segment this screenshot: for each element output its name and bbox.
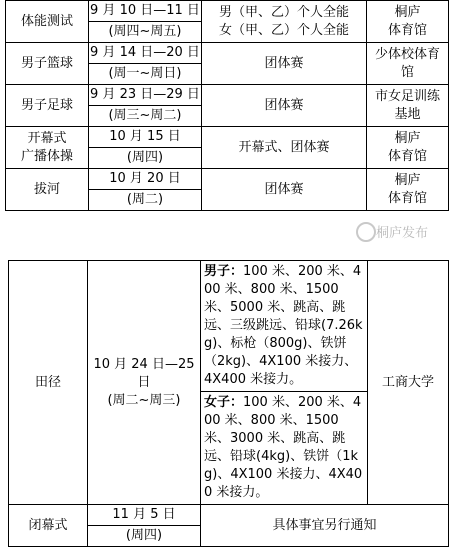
event-weekday: (周四)	[89, 148, 202, 169]
event-groups: 团体赛	[202, 43, 367, 85]
event-name: 拔河	[6, 169, 89, 211]
event-groups: 团体赛	[202, 169, 367, 211]
event-venue: 桐庐 体育馆	[367, 1, 449, 43]
male-items: 100 米、200 米、400 米、800 米、1500 米、5000 米、跳高、跳远、三级跳远、铅球(7.26kg)、标枪（800g)、铁饼（2kg)、4X100 米接力、4X400 米接力。	[204, 264, 363, 387]
event-name: 田径	[9, 261, 88, 505]
event-note: 具体事宜另行通知	[201, 505, 449, 547]
event-venue: 桐庐 体育馆	[367, 169, 449, 211]
event-venue: 市女足训练 基地	[367, 85, 449, 127]
event-date: 10 月 24 日—25 日	[93, 356, 195, 390]
event-date: 9 月 23 日—29 日	[89, 85, 202, 106]
event-venue: 工商大学	[368, 261, 449, 505]
male-label: 男子：	[204, 264, 244, 279]
event-weekday: (周四~周五)	[89, 22, 202, 43]
event-groups	[202, 1, 367, 43]
event-date: 10 月 15 日	[89, 127, 202, 148]
group-line: 男（甲、乙）个人全能	[218, 4, 349, 20]
event-weekday: (周一~周日)	[89, 64, 202, 85]
event-weekday: (周二)	[89, 190, 202, 211]
event-date: 9 月 10 日—11 日	[89, 1, 202, 22]
event-groups: 团体赛	[202, 85, 367, 127]
event-name: 体能测试	[6, 1, 89, 43]
event-date: 11 月 5 日	[88, 505, 201, 526]
male-events	[201, 261, 368, 392]
watermark-text: 桐庐发布	[376, 226, 429, 241]
event-date: 10 月 20 日	[89, 169, 202, 190]
event-name: 闭幕式	[9, 505, 88, 547]
female-items: 100 米、200 米、400 米、800 米、1500 米、3000 米、跳高、跳远、铅球(4kg)、铁饼（1kg)、4X100 米接力、4X400 米接力。	[204, 395, 363, 500]
event-venue: 少体校体育 馆	[367, 43, 449, 85]
event-groups: 开幕式、团体赛	[202, 127, 367, 169]
event-weekday: (周二~周三)	[107, 392, 181, 408]
event-venue: 桐庐 体育馆	[367, 127, 449, 169]
event-weekday: (周三~周二)	[89, 106, 202, 127]
event-name: 男子篮球	[6, 43, 89, 85]
event-date-block	[88, 261, 201, 505]
event-weekday: (周四)	[88, 526, 201, 547]
schedule-table-bottom	[8, 260, 449, 547]
event-date: 9 月 14 日—20 日	[89, 43, 202, 64]
group-line: 女（甲、乙）个人全能	[218, 22, 349, 38]
watermark-logo-icon	[356, 222, 376, 242]
event-name: 开幕式 广播体操	[6, 127, 89, 169]
female-events	[201, 392, 368, 505]
female-label: 女子：	[204, 395, 244, 410]
event-name: 男子足球	[6, 85, 89, 127]
table-gap	[0, 247, 452, 260]
schedule-table-top	[5, 0, 449, 211]
